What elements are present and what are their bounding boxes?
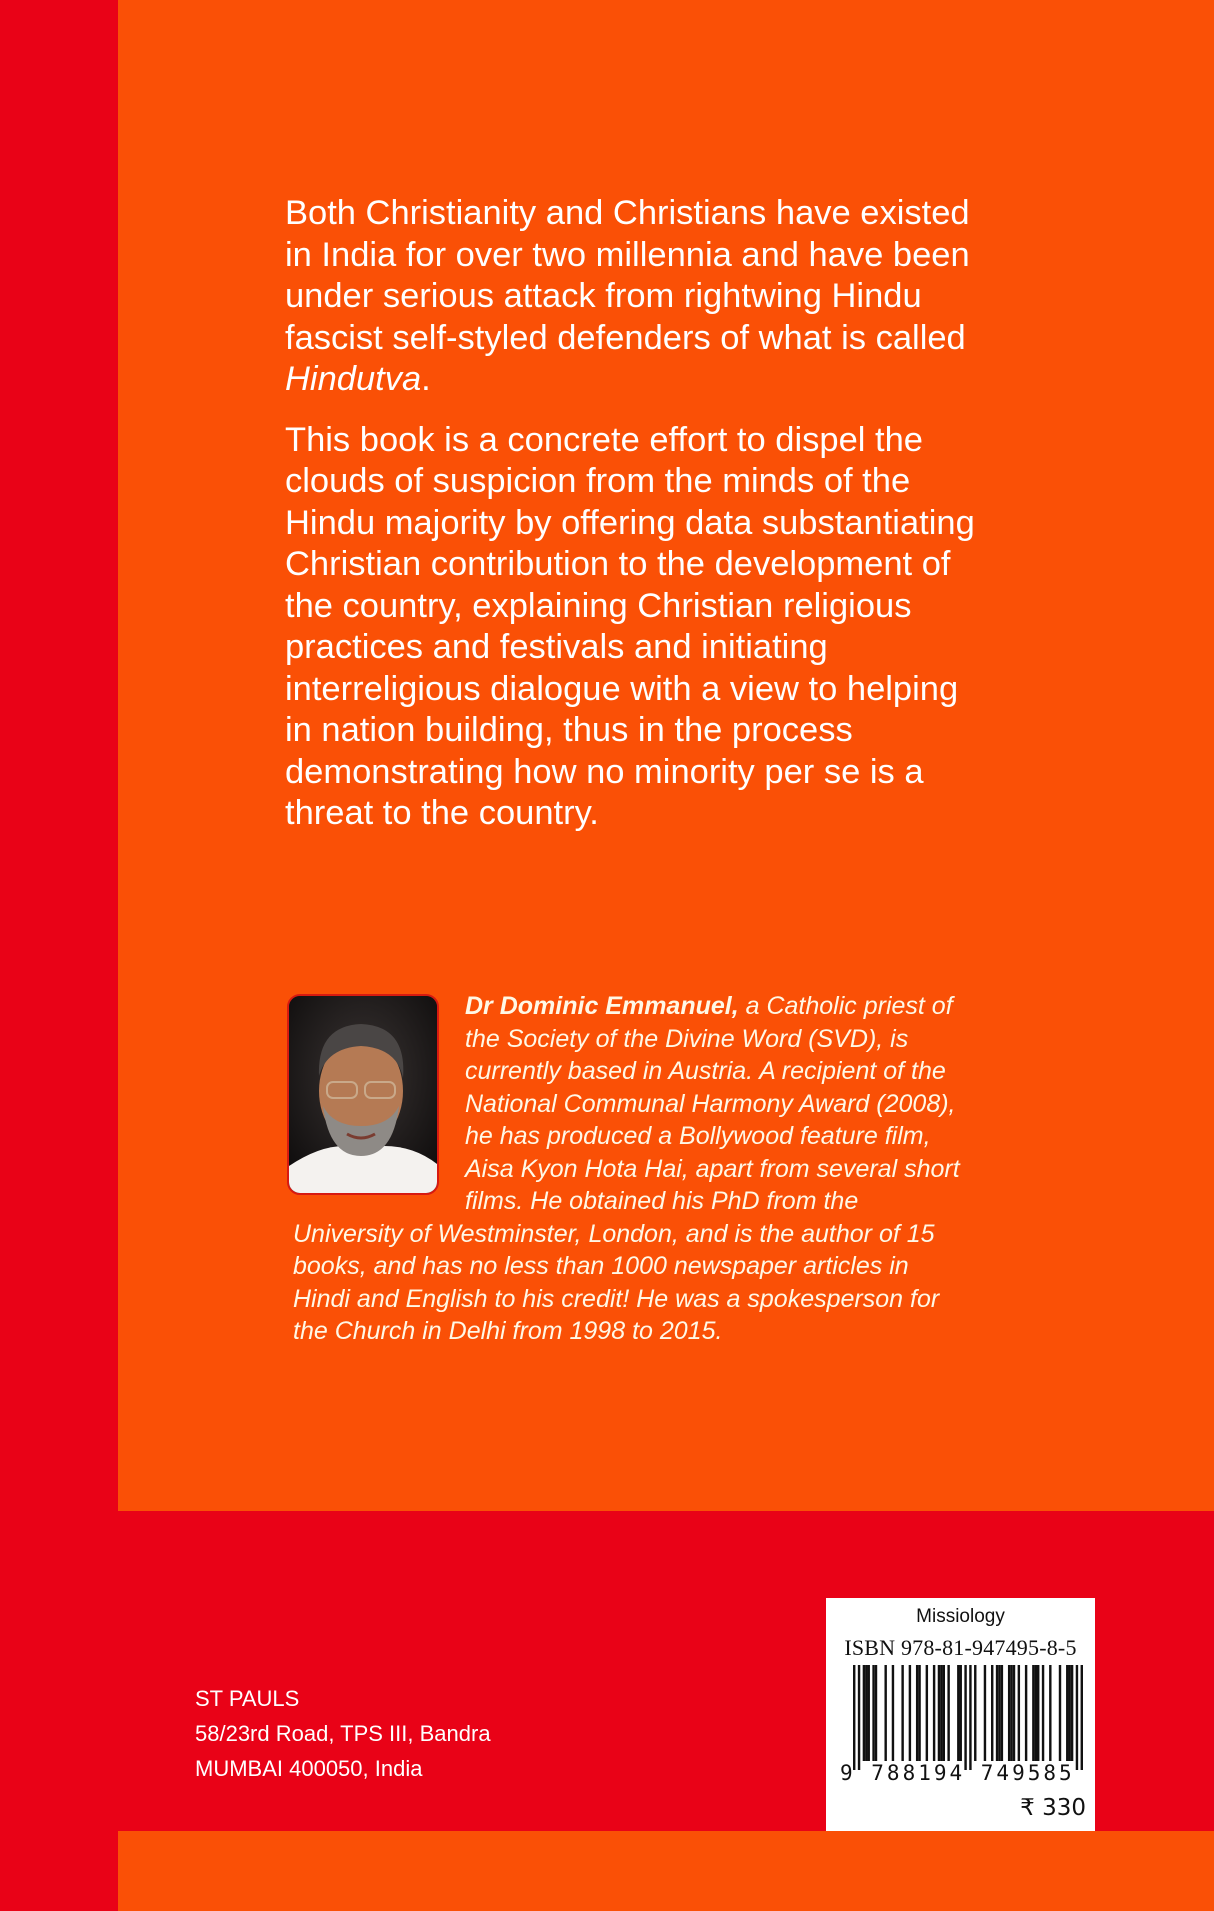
barcode-bar (1037, 1665, 1039, 1761)
barcode-bar (875, 1665, 877, 1761)
barcode-bar (1066, 1665, 1068, 1761)
blurb (285, 193, 975, 854)
bio-line (293, 990, 960, 1023)
barcode-bar (916, 1665, 918, 1761)
blurb-line: the country, explaining Christian religious (285, 586, 912, 625)
publisher-address: 58/23rd Road, TPS III, Bandra (195, 1721, 491, 1746)
bio-line: University of Westminster, London, and is the author of 15 (293, 1219, 935, 1248)
bio-line: Aisa Kyon Hota Hai, apart from several short (465, 1154, 960, 1183)
publisher-city: MUMBAI 400050, India (195, 1756, 423, 1781)
barcode-bar (998, 1665, 1000, 1761)
barcode-bar (884, 1665, 886, 1761)
barcode-bar (1049, 1665, 1051, 1761)
barcode-bar (957, 1665, 959, 1761)
barcode-bar (872, 1665, 874, 1761)
barcode-bar (1035, 1665, 1037, 1761)
bio-text: a Catholic priest of (738, 992, 953, 1020)
barcode-bar (858, 1665, 860, 1770)
barcode-bar (974, 1665, 976, 1761)
barcode-bar (1042, 1665, 1044, 1761)
bio-line: National Communal Harmony Award (2008), (465, 1089, 956, 1118)
barcode-label (826, 1598, 1095, 1831)
price: ₹ 330 (1020, 1795, 1086, 1821)
barcode-bar (1032, 1665, 1034, 1761)
publisher-name: ST PAULS (195, 1686, 300, 1711)
barcode-bar (1076, 1665, 1078, 1770)
blurb-line: Both Christianity and Christians have existed (285, 194, 970, 232)
barcode-bar (892, 1665, 894, 1761)
barcode-bar (909, 1665, 911, 1761)
barcode-bar (1081, 1665, 1083, 1770)
barcode-bar (996, 1665, 998, 1761)
hindutva-term: Hindutva (285, 360, 422, 398)
barcode-bar (1068, 1665, 1070, 1761)
barcode-bar (926, 1665, 928, 1761)
barcode-bar (1008, 1665, 1010, 1761)
barcode-bar (969, 1665, 971, 1770)
barcode-bar (918, 1665, 920, 1761)
barcode-bar (1059, 1665, 1061, 1761)
blurb-line: This book is a concrete effort to dispel the (285, 420, 923, 459)
blurb-paragraph-1 (285, 193, 975, 401)
barcode-bar (868, 1665, 870, 1761)
barcode-bars (853, 1665, 1083, 1770)
cover-orange-bottom-strip (118, 1831, 1214, 1911)
barcode-bar (1018, 1665, 1020, 1761)
blurb-line: under serious attack from rightwing Hindu (285, 277, 922, 315)
barcode-bar (933, 1665, 935, 1761)
barcode-bar (865, 1665, 867, 1761)
blurb-line: in nation building, thus in the process (285, 711, 853, 749)
blurb-line: interreligious dialogue with a view to helping (285, 669, 959, 708)
bio-line: currently based in Austria. A recipient of the (465, 1057, 946, 1085)
barcode-bar (940, 1665, 942, 1761)
barcode-bar (1010, 1665, 1012, 1761)
blurb-line: clouds of suspicion from the minds of the (285, 462, 911, 500)
bio-line: books, and has no less than 1000 newspaper articles in (293, 1252, 909, 1280)
publisher-info (195, 1681, 491, 1786)
barcode-bar (1071, 1665, 1073, 1761)
blurb-line: in India for over two millennia and have been (285, 235, 970, 274)
barcode-bar (863, 1665, 865, 1761)
blurb-period: . (421, 360, 431, 398)
barcode-bar (901, 1665, 903, 1761)
blurb-line (285, 359, 975, 401)
bio-line: films. He obtained his PhD from the (465, 1187, 859, 1215)
barcode-bar (947, 1665, 949, 1761)
barcode-bar (1013, 1665, 1015, 1761)
barcode-bar (991, 1665, 993, 1761)
blurb-line: demonstrating how no minority per se is a (285, 752, 924, 791)
blurb-line: threat to the country. (285, 794, 599, 832)
author-name: Dr Dominic Emmanuel, (465, 992, 739, 1020)
barcode-bar (943, 1665, 945, 1761)
bio-line: the Society of the Divine Word (SVD), is (465, 1024, 909, 1053)
bio-line: he has produced a Bollywood feature film, (465, 1122, 931, 1150)
blurb-line: fascist self-styled defenders of what is called (285, 318, 966, 357)
barcode-bar (853, 1665, 855, 1770)
barcode-digits: 9 788194 749585 (840, 1761, 1075, 1785)
barcode-bar (960, 1665, 962, 1761)
blurb-line: practices and festivals and initiating (285, 628, 828, 666)
bio-line: the Church in Delhi from 1998 to 2015. (293, 1317, 723, 1345)
barcode-bar (984, 1665, 986, 1761)
barcode-bar (1025, 1665, 1027, 1761)
blurb-line: Christian contribution to the development of (285, 545, 951, 583)
barcode-bar (938, 1665, 940, 1761)
barcode-bar (964, 1665, 966, 1770)
bio-line: Hindi and English to his credit! He was a spokesperson for (293, 1284, 940, 1313)
author-bio (293, 990, 960, 1348)
subject-category: Missiology (916, 1606, 1005, 1627)
barcode-bar (1001, 1665, 1003, 1761)
blurb-paragraph-2 (285, 420, 975, 835)
isbn-text: ISBN 978-81-947495-8-5 (844, 1635, 1077, 1660)
blurb-line: Hindu majority by offering data substantiating (285, 503, 975, 542)
